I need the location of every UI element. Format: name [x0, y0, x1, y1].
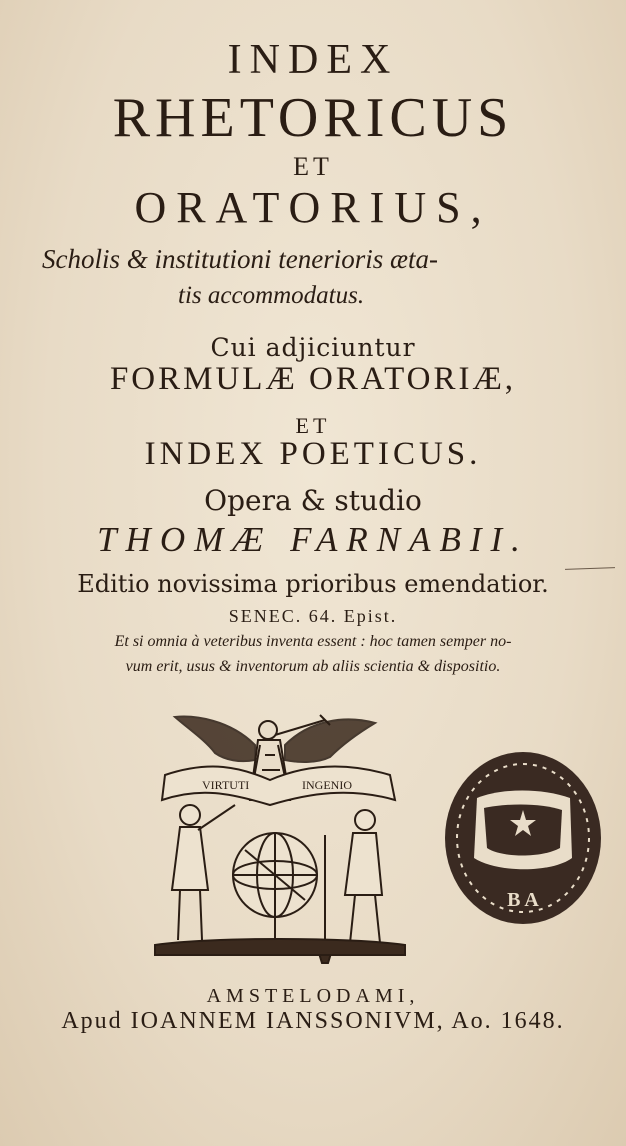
author-intro: Opera & studio — [204, 484, 422, 517]
title-line-et: ET — [293, 152, 333, 181]
epigraph-line-2: vum erit, usus & inventorum ab aliis scientia & dispositio. — [125, 658, 501, 675]
subtitle-line-1: Scholis & institutioni tenerioris ӕta- — [42, 244, 439, 274]
edition-statement: Editio novissima prioribus emendatior. — [77, 570, 549, 598]
epigraph-line-1: Et si omnia à veteribus inventa essent : hoc tamen semper no- — [114, 633, 512, 650]
appendix-title-formulae: FORMULÆ ORATORIÆ, — [109, 361, 517, 397]
appendix-intro: Cui adjiciuntur — [210, 333, 416, 362]
device-motto-right: INGENIO — [302, 778, 352, 792]
ownership-stamp — [442, 748, 604, 928]
stamp-letters: B A — [507, 889, 539, 911]
printers-device-woodcut — [150, 705, 410, 970]
epigraph-source: SENEC. 64. Epist. — [228, 606, 398, 626]
appendix-title-poeticus: INDEX POETICUS. — [144, 436, 482, 472]
imprint-publisher: Apud IOANNEM IANSSONIVM, Ao. 1648. — [61, 1008, 565, 1034]
device-motto-left: VIRTUTI — [202, 778, 250, 792]
title-line-rhetoricus: RHETORICUS — [112, 87, 514, 149]
appendix-et: ET — [295, 413, 331, 438]
subtitle-line-2: tis accommodatus. — [178, 282, 365, 309]
imprint-place: AMSTELODAMI, — [206, 985, 420, 1007]
title-line-oratorius: ORATORIUS, — [134, 183, 492, 232]
title-line-index: INDEX — [227, 37, 399, 83]
author-name: THOMÆ FARNABII. — [97, 520, 529, 559]
